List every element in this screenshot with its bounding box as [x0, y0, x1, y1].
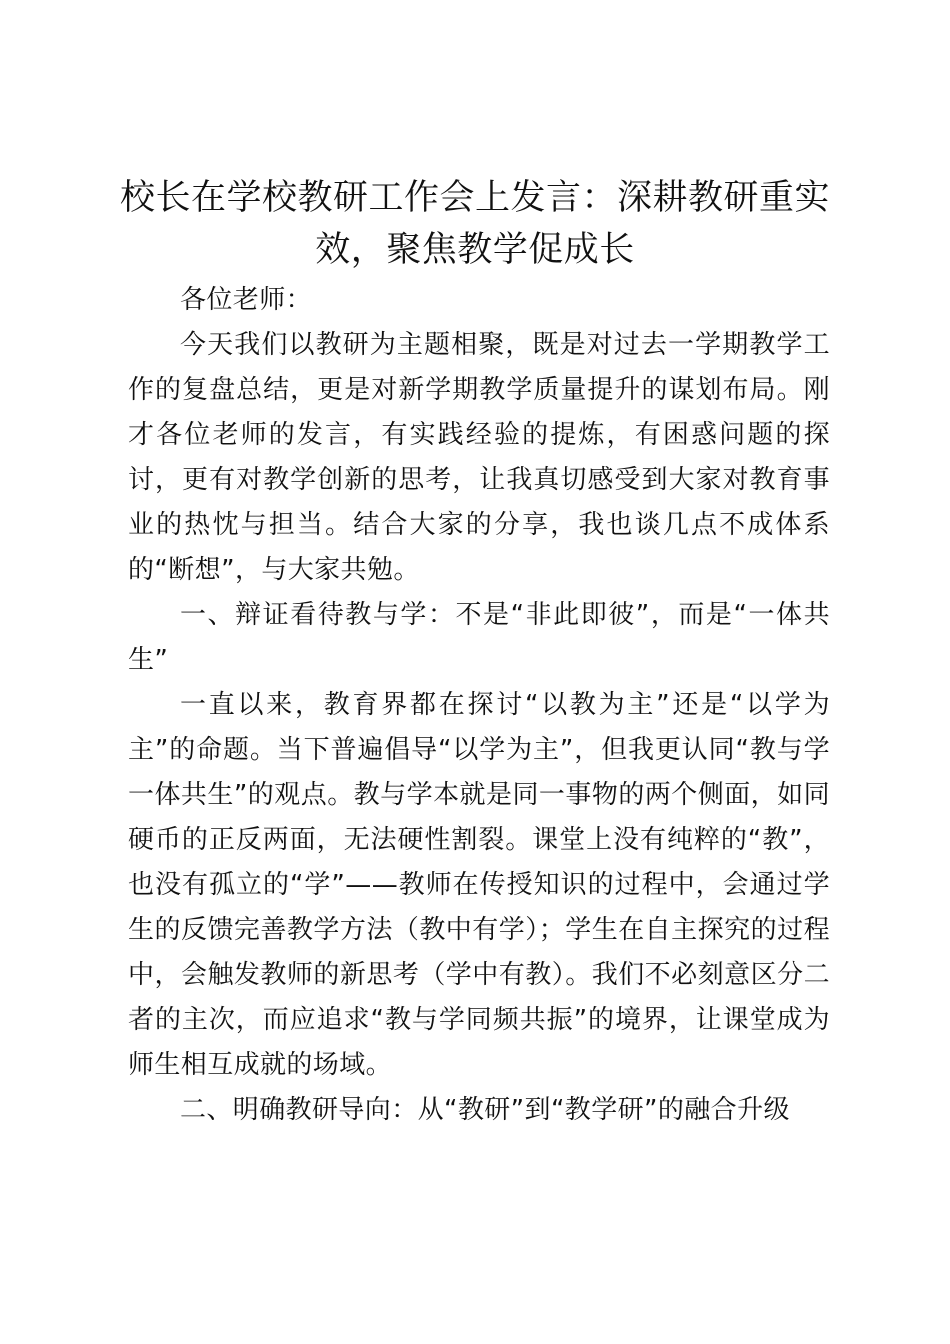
document-title: 校长在学校教研工作会上发言：深耕教研重实效，聚焦教学促成长	[120, 178, 831, 270]
paragraph-intro: 今天我们以教研为主题相聚，既是对过去一学期教学工作的复盘总结，更是对新学期教学质量提升的谋划布局。刚才各位老师的发言，有实践经验的提炼，有困惑问题的探讨，更有对教学创新的思考，让我真切感受到大家对教育事业的热忱与担当。结合大家的分享，我也谈几点不成体系的“断想”，与大家共勉。	[128, 330, 830, 585]
document-body	[128, 278, 830, 1133]
paragraph-teaching-learning: 一直以来，教育界都在探讨“以教为主”还是“以学为主”的命题。当下普遍倡导“以学为主”，但我更认同“教与学一体共生”的观点。教与学本就是同一事物的两个侧面，如同硬币的正反两面，无法硬性割裂。课堂上没有纯粹的“教”，也没有孤立的“学”——教师在传授知识的过程中，会通过学生的反馈完善教学方法（教中有学）；学生在自主探究的过程中，会触发教师的新思考（学中有教）。我们不必刻意区分二者的主次，而应追求“教与学同频共振”的境界，让课堂成为师生相互成就的场域。	[128, 690, 830, 1080]
section-heading-2: 二、明确教研导向：从“教研”到“教学研”的融合升级	[180, 1095, 790, 1125]
salutation: 各位老师：	[180, 285, 313, 315]
section-heading-1: 一、辩证看待教与学：不是“非此即彼”，而是“一体共生”	[128, 600, 830, 675]
